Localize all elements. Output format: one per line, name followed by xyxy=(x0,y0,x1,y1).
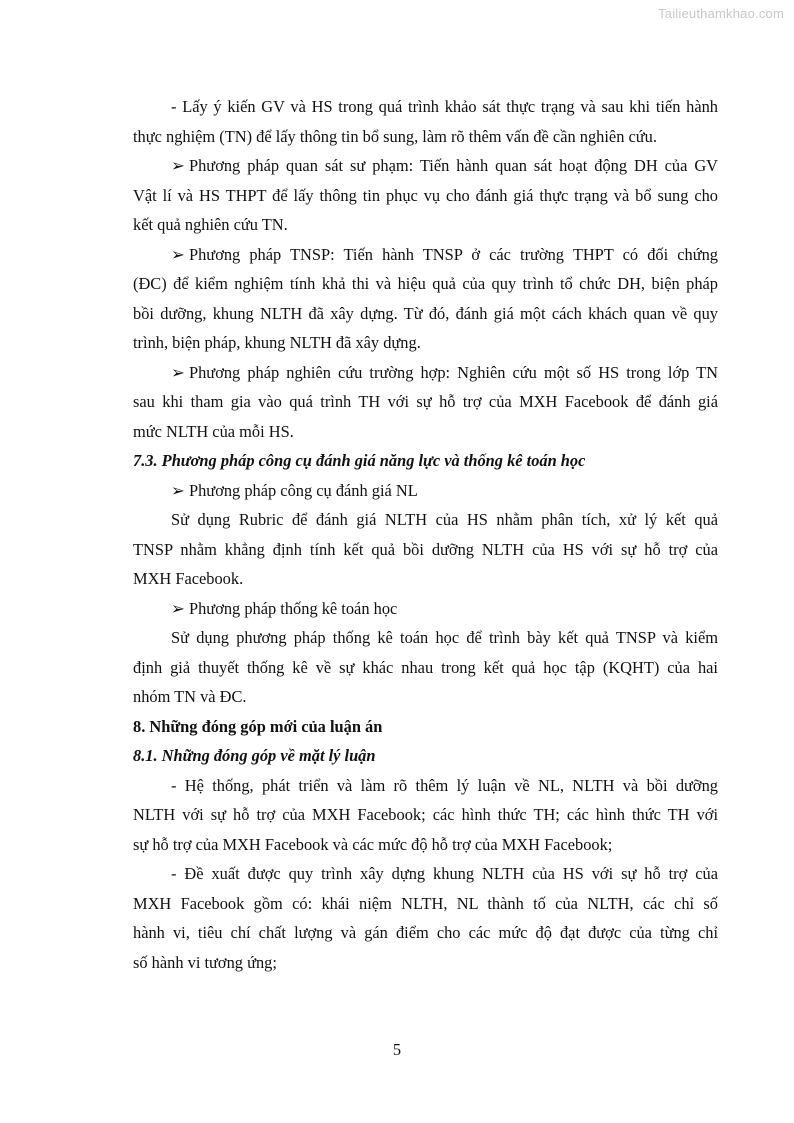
section-heading: 8. Những đóng góp mới của luận án xyxy=(133,716,383,736)
arrow-bullet-icon: ➢ xyxy=(171,480,185,500)
arrow-bullet-icon: ➢ xyxy=(171,244,185,264)
paragraph xyxy=(133,623,718,712)
section-heading: 8.1. Những đóng góp về mặt lý luận xyxy=(133,746,376,765)
text-line xyxy=(133,240,718,270)
page-number: 5 xyxy=(392,1040,402,1059)
section-heading: 7.3. Phương pháp công cụ đánh giá năng lực và thống kê toán học xyxy=(133,451,586,470)
paragraph xyxy=(133,92,718,151)
text-line: MXH Facebook gồm có: khái niệm NLTH, NL thành tố của NLTH, các chỉ số xyxy=(133,893,718,913)
text-line: sự hỗ trợ của MXH Facebook và các mức độ hỗ trợ của MXH Facebook; xyxy=(133,834,613,854)
text-line xyxy=(133,151,718,181)
text-line xyxy=(133,594,718,624)
text-line-content: Phương pháp quan sát sư phạm: Tiến hành quan sát hoạt động DH của GV xyxy=(189,156,718,175)
text-line: hành vi, tiêu chí chất lượng và gán điểm cho các mức độ đạt được của từng chỉ xyxy=(133,923,718,942)
text-line: nhóm TN và ĐC. xyxy=(133,687,247,706)
text-line: - Hệ thống, phát triển và làm rõ thêm lý luận về NL, NLTH và bồi dưỡng xyxy=(171,775,718,795)
text-line: thực nghiệm (TN) để lấy thông tin bổ sung, làm rõ thêm vấn đề cần nghiên cứu. xyxy=(133,126,657,146)
text-line: MXH Facebook. xyxy=(133,569,244,588)
text-line: Sử dụng phương pháp thống kê toán học để trình bày kết quả TNSP và kiểm xyxy=(171,628,718,647)
text-line xyxy=(133,476,718,506)
watermark: Tailieuthamkhao.com xyxy=(658,6,784,21)
text-line: NLTH với sự hỗ trợ của MXH Facebook; các hình thức TH; các hình thức TH với xyxy=(133,805,718,824)
text-line: số hành vi tương ứng; xyxy=(133,952,277,972)
text-line-content: Phương pháp công cụ đánh giá NL xyxy=(189,480,418,500)
text-line: kết quả nghiên cứu TN. xyxy=(133,215,288,234)
text-line-content: Phương pháp nghiên cứu trường hợp: Nghiên cứu một số HS trong lớp TN xyxy=(189,362,718,382)
text-line: - Lấy ý kiến GV và HS trong quá trình khảo sát thực trạng và sau khi tiến hành xyxy=(171,97,718,116)
text-line: Sử dụng Rubric để đánh giá NLTH của HS nhằm phân tích, xử lý kết quả xyxy=(171,510,718,529)
document-body xyxy=(133,92,718,977)
arrow-bullet-icon: ➢ xyxy=(171,598,185,618)
bullet-paragraph xyxy=(133,151,718,240)
bullet-paragraph xyxy=(133,476,718,506)
text-line-content: Phương pháp thống kê toán học xyxy=(189,598,398,618)
arrow-bullet-icon: ➢ xyxy=(171,156,185,175)
text-line: (ĐC) để kiểm nghiệm tính khả thi và hiệu quả của quy trình tổ chức DH, biện pháp xyxy=(133,274,718,293)
paragraph xyxy=(133,505,718,594)
paragraph xyxy=(133,859,718,977)
bullet-paragraph xyxy=(133,240,718,358)
text-line: bồi dưỡng, khung NLTH đã xây dựng. Từ đó, đánh giá một cách khách quan về quy xyxy=(133,303,718,323)
text-line: mức NLTH của mỗi HS. xyxy=(133,421,294,441)
text-line: trình, biện pháp, khung NLTH đã xây dựng. xyxy=(133,333,421,352)
text-line: TNSP nhằm khẳng định tính kết quả bồi dưỡng NLTH của HS với sự hỗ trợ của xyxy=(133,539,718,559)
text-line-content: Phương pháp TNSP: Tiến hành TNSP ở các trường THPT có đối chứng xyxy=(189,244,718,264)
bullet-paragraph xyxy=(133,594,718,624)
text-line: định giả thuyết thống kê về sự khác nhau trong kết quả học tập (KQHT) của hai xyxy=(133,657,718,677)
text-line: sau khi tham gia vào quá trình TH với sự hỗ trợ của MXH Facebook để đánh giá xyxy=(133,392,718,411)
paragraph xyxy=(133,771,718,860)
text-line: - Đề xuất được quy trình xây dựng khung NLTH của HS với sự hỗ trợ của xyxy=(171,864,718,883)
text-line xyxy=(133,358,718,388)
bullet-paragraph xyxy=(133,358,718,447)
text-line: Vật lí và HS THPT để lấy thông tin phục vụ cho đánh giá thực trạng và bổ sung cho xyxy=(133,185,718,205)
arrow-bullet-icon: ➢ xyxy=(171,362,185,382)
